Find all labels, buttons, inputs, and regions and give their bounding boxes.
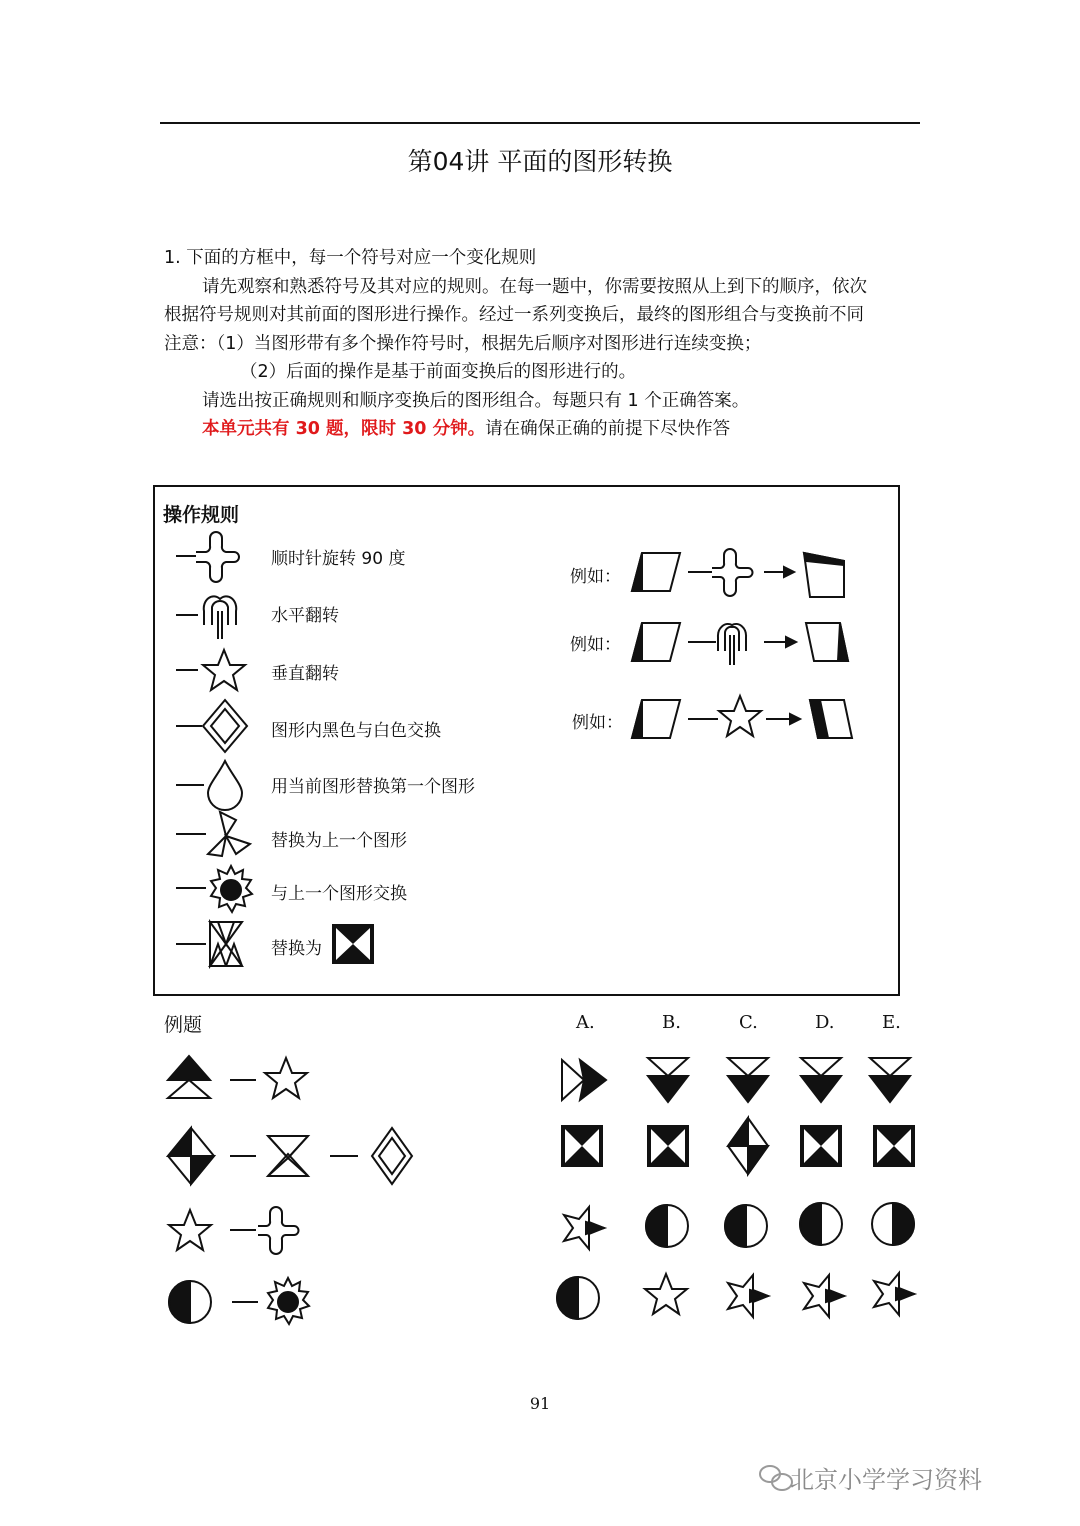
rule-text-replace-prev: 替换为上一个图形 [271, 831, 407, 851]
instruction-line: 请先观察和熟悉符号及其对应的规则。在每一题中，你需要按照从上到下的顺序，依次 [202, 276, 867, 297]
instruction-line: 请选出按正确规则和顺序变换后的图形组合。每题只有 1 个正确答案。 [202, 390, 750, 411]
option-label-c: C. [739, 1012, 758, 1033]
page-title: 第04讲 平面的图形转换 [407, 147, 673, 176]
watermark-text: 北京小学学习资料 [790, 1466, 982, 1494]
rule-text-swap: 与上一个图形交换 [271, 884, 407, 904]
question-row-4 [169, 1278, 309, 1324]
question-label: 例题 [164, 1014, 203, 1036]
example-label: 例如： [572, 713, 623, 733]
question-row-3 [169, 1207, 299, 1254]
page-number: 91 [529, 1394, 551, 1413]
rule-text-rotate: 顺时针旋转 90 度 [271, 549, 406, 569]
drop-icon [176, 761, 242, 810]
instruction-line: 1. 下面的方框中，每一个符号对应一个变化规则 [164, 248, 537, 268]
option-label-e: E. [882, 1012, 901, 1033]
diamond-icon [176, 700, 247, 752]
option-row-3 [564, 1203, 914, 1249]
rule-text-replace-first: 用当前图形替换第一个图形 [271, 777, 475, 797]
time-limit-rest: 请在确保正确的前提下尽快作答 [485, 419, 731, 439]
time-limit-note: 本单元共有 30 题，限时 30 分钟。 [202, 419, 486, 439]
option-row-4 [557, 1273, 914, 1319]
triple-triangle-icon [176, 922, 242, 966]
instruction-line: 注意：（1）当图形带有多个操作符号时，根据先后顺序对图形进行连续变换； [164, 333, 762, 354]
example-vflip [632, 696, 852, 738]
rules-title: 操作规则 [163, 504, 240, 526]
hourglass-square-icon [333, 925, 373, 963]
rule-text-vflip: 垂直翻转 [271, 664, 339, 684]
example-hflip [632, 623, 848, 665]
example-rotate [632, 549, 844, 597]
instruction-line: （2）后面的操作是基于前面变换后的图形进行的。 [240, 362, 637, 382]
sun-icon [176, 866, 252, 912]
wechat-logo-icon [760, 1466, 792, 1490]
rule-text-hflip: 水平翻转 [271, 606, 339, 626]
option-label-d: D. [815, 1012, 835, 1033]
fountain-icon [176, 596, 236, 639]
option-row-1 [562, 1058, 910, 1102]
star-icon [176, 650, 245, 690]
rule-text-invert: 图形内黑色与白色交换 [271, 721, 441, 741]
rule-text-replace-with: 替换为 [271, 939, 322, 959]
pinwheel-icon [176, 812, 250, 856]
example-label: 例如： [570, 635, 621, 655]
question-row-1 [168, 1056, 307, 1098]
cross-flower-icon [176, 532, 239, 582]
instruction-line: 根据符号规则对其前面的图形进行操作。经过一系列变换后，最终的图形组合与变换前不同 [164, 305, 864, 325]
example-label: 例如： [570, 567, 621, 587]
question-row-2 [168, 1128, 412, 1184]
option-label-a: A. [576, 1012, 595, 1033]
option-row-2 [562, 1118, 914, 1174]
option-label-b: B. [662, 1012, 681, 1033]
